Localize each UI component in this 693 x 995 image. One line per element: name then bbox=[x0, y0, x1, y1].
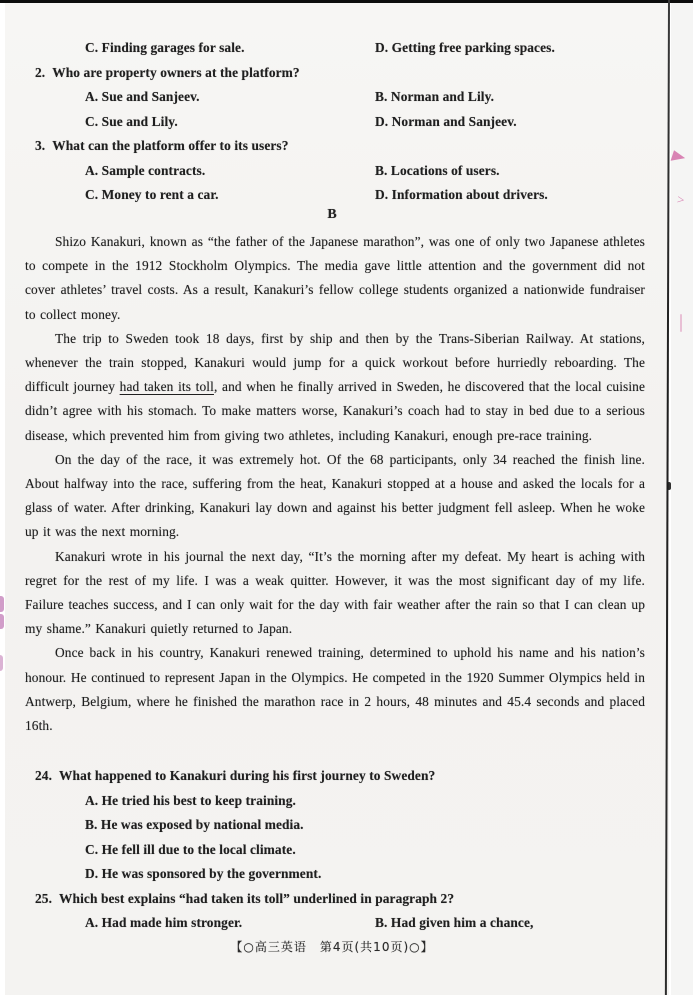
passage-paragraph-3: On the day of the race, it was extremely hot. Of the 68 participants, only 34 reached the finish line. About halfway into the race, suffering from the heat, Kanakuri stopped at a house and asked the locals for a glass of water. After drinking, Kanakuri lay down and against his better judgment fell asleep. When he woke up it was the next morning. bbox=[25, 451, 645, 540]
q25-option-a: A. Had made him stronger. bbox=[85, 915, 243, 930]
pink-dash-left-mark-1 bbox=[0, 596, 4, 612]
pink-chevron-mark: > bbox=[676, 191, 686, 208]
pink-dash-left-mark-2 bbox=[0, 614, 4, 629]
question-3-stem bbox=[35, 134, 647, 159]
pink-dash-right-mark bbox=[680, 314, 682, 332]
q2-number: 2. bbox=[35, 64, 46, 80]
q3-option-d: D. Information about drivers. bbox=[375, 187, 548, 202]
q3-option-b: B. Locations of users. bbox=[375, 162, 500, 178]
reading-passage-b bbox=[25, 230, 645, 738]
q1-option-d: D. Getting free parking spaces. bbox=[375, 40, 555, 55]
questions-24-25-block bbox=[25, 764, 647, 936]
q25-number: 25. bbox=[35, 890, 53, 906]
question-2-options-cd bbox=[85, 110, 647, 135]
q24-option-c: C. He fell ill due to the local climate. bbox=[85, 841, 296, 857]
q2-option-d: D. Norman and Sanjeev. bbox=[375, 113, 517, 129]
question-25-options-ab bbox=[85, 911, 647, 936]
q24-option-b: B. He was exposed by national media. bbox=[85, 817, 304, 832]
q2-option-b: B. Norman and Lily. bbox=[375, 89, 495, 104]
q24-option-d: D. He was sponsored by the government. bbox=[85, 866, 322, 881]
edge-ink-blob bbox=[667, 482, 671, 490]
q24-number: 24. bbox=[35, 768, 53, 783]
passage-paragraph-2 bbox=[25, 327, 645, 448]
q3-option-a: A. Sample contracts. bbox=[85, 162, 206, 178]
questions-1-3-block bbox=[25, 36, 647, 208]
q25-stem-text: Which best explains “had taken its toll” underlined in paragraph 2? bbox=[59, 890, 455, 906]
p2-underlined-phrase: had taken its toll bbox=[119, 379, 214, 395]
q2-option-a: A. Sue and Sanjeev. bbox=[85, 89, 200, 104]
pink-dash-left-mark-3 bbox=[0, 655, 3, 671]
question-2-options-ab bbox=[85, 85, 647, 110]
q3-stem-text: What can the platform offer to its users? bbox=[52, 138, 289, 153]
passage-paragraph-5: Once back in his country, Kanakuri renewed training, determined to uphold his name and his nation’s honour. He continued to represent Japan in the Olympics. He competed in the 1920 Summer Olympics held in Antwerp, Belgium, where he finished the marathon race in 2 hours, 48 minutes and 45.4 seconds and placed 16th. bbox=[25, 645, 645, 734]
q3-number: 3. bbox=[35, 138, 46, 153]
page-footer: 【○高三英语 第4页(共10页)○】 bbox=[230, 940, 434, 954]
passage-paragraph-1: Shizo Kanakuri, known as “the father of the Japanese marathon”, was one of only two Japanese athletes to compete in the 1912 Stockholm Olympics. The media gave little attention and the government did not cover athletes’ travel costs. As a result, Kanakuri’s fellow college students organized a nationwide fundraiser to collect money. bbox=[25, 234, 645, 322]
q24-option-a: A. He tried his best to keep training. bbox=[85, 792, 296, 808]
question-3-options-ab bbox=[85, 159, 647, 184]
section-b-header: B bbox=[327, 207, 337, 222]
question-3-options-cd bbox=[85, 183, 647, 208]
q3-option-c: C. Money to rent a car. bbox=[85, 187, 219, 202]
p2-text-before: The trip to Sweden took 18 days, first by ship and then by the Trans-Siberian Railway. At stations, whenever the train stopped, Kanakuri would jump for a quick workout before hurriedly reboarding. The difficult journey bbox=[25, 330, 645, 395]
q24-stem-text: What happened to Kanakuri during his first journey to Sweden? bbox=[59, 768, 436, 783]
q2-option-c: C. Sue and Lily. bbox=[85, 113, 178, 129]
question-2-stem bbox=[35, 61, 647, 86]
q2-stem-text: Who are property owners at the platform? bbox=[52, 64, 300, 80]
q25-option-b: B. Had given him a chance, bbox=[375, 915, 534, 930]
passage-paragraph-4: Kanakuri wrote in his journal the next day, “It’s the morning after my defeat. My heart is aching with regret for the rest of my life. I was a weak quitter. However, it was the most significant day of my life. Failure teaches success, and I can only wait for the day with fair weather after the rain so that I can clean up my shame.” Kanakuri quietly returned to Japan. bbox=[25, 548, 645, 637]
question-25-stem bbox=[35, 887, 647, 912]
question-24-stem bbox=[35, 764, 647, 789]
q1-option-c: C. Finding garages for sale. bbox=[85, 40, 245, 55]
question-1-options-cd bbox=[85, 36, 647, 61]
p2-text-after: , and when he finally arrived in Sweden, he discovered that the local cuisine didn’t agree with his stomach. To make matters worse, Kanakuri’s coach had to stay in bed due to a serious disease, which prevented him from giving two athletes, including Kanakuri, enough pre-race training. bbox=[25, 379, 646, 443]
